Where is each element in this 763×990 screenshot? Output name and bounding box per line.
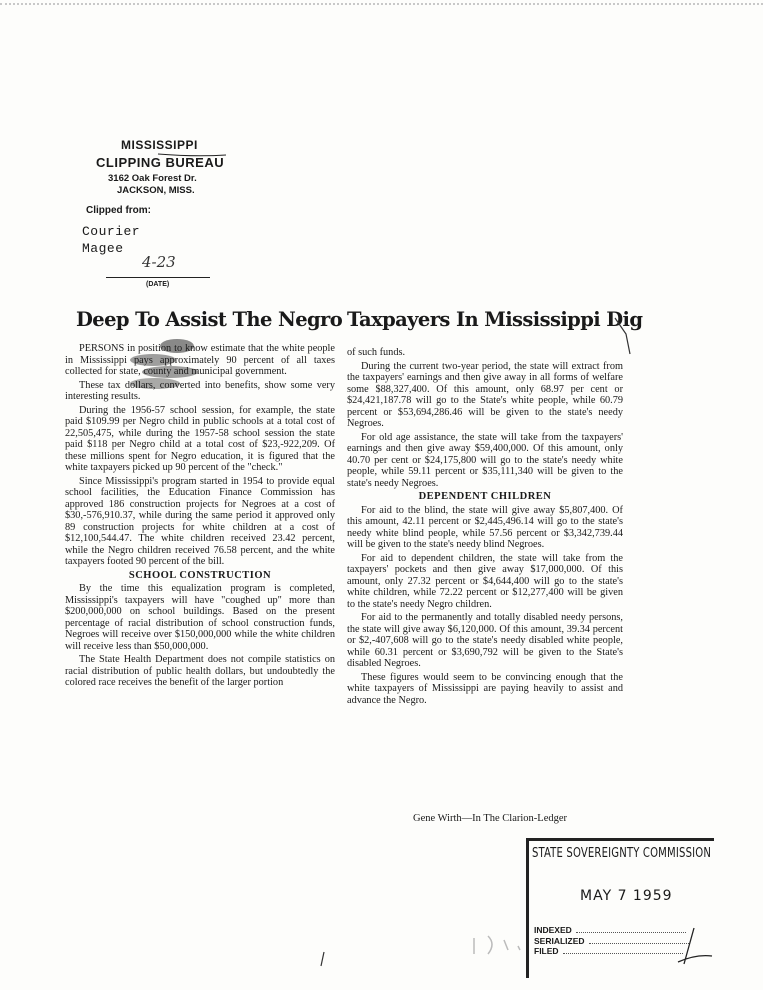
headline-left: Deep To Assist The Negro [76,308,343,331]
stamp-indexed-label: INDEXED [534,925,572,935]
paragraph: Since Mississippi's program started in 1954 to provide equal school facilities, the Education Finance Commission has approved 186 construction projects for Negroes at a cost of $30,-576,910.37, while during the same period it approved only 89 construction projects for white children at a cost of $12,100,544.47. The white children received 23.42 percent, while the Negro children received 76.58 percent, and the white taxpayers footed 90 percent of the bill. [65,475,335,567]
paragraph: During the current two-year period, the state will extract from the taxpayers' earnings and then give away in all forms of welfare some $88,327,400. Of this amount, only 68.97 per cent or $24,421,187.78 will go to the State's white people, while 60.79 percent or $53,694,286.46 will be given to the state's needy Negroes. [347,360,623,429]
bureau-name-line2: CLIPPING BUREAU [96,155,225,170]
stamp-date: MAY 7 1959 [580,888,673,904]
paragraph: The State Health Department does not compile statistics on racial distribution of public health dollars, but undoubtedly the colored race receives the benefit of the larger portion [65,654,335,688]
bureau-letterhead [96,138,256,196]
archive-stamp [526,838,714,978]
stamp-pen-marks [676,924,716,974]
stamp-filed-label: FILED [534,946,559,956]
paragraph: These figures would seem to be convincing enough that the white taxpayers of Mississippi are paying heavily to assist and advance the Negro. [347,671,623,706]
newspaper-name: Courier [82,224,141,239]
date-label: (DATE) [146,281,170,288]
bureau-name-line1: MISSISSIPPI [121,138,198,152]
headline-right: Taxpayers In Mississippi Dig [347,308,643,331]
stamp-title: STATE SOVEREIGNTY COMMISSION [532,846,712,861]
bureau-address-city: JACKSON, MISS. [117,185,195,196]
article-left-column [65,343,335,691]
handwritten-date: 4-23 [142,253,176,271]
paragraph: By the time this equalization program is completed, Mississippi's taxpayers will have "coughed up" more than $200,000,000 on school buildings. Based on the present percentage of racial distribution of school construction funds, Negroes will receive over $150,000,000 while the white children will receive less than $50,000,000. [65,583,335,652]
paragraph: For aid to the permanently and totally disabled needy persons, the state will give away $6,120,000. Of this amount, 39.34 percent or $2,-407,608 will go to the state's needy disabled white people, while 60.31 percent or $3,690,792 will be given to the State's disabled Negroes. [347,612,623,669]
stray-faint-marks [470,932,525,960]
page-top-border [0,3,763,5]
paragraph: For aid to dependent children, the state will take from the taxpayers' pockets and then give away $17,000,000. Of this amount, only 27.32 percent or $4,644,400 will go to the state's white children, while 72.22 percent or $12,277,400 will be given to the state's needy Negro children. [347,552,623,610]
article-byline: Gene Wirth—In The Clarion-Ledger [413,813,568,824]
paragraph: During the 1956-57 school session, for example, the state paid $109.99 per Negro child in public schools at a total cost of 22,505,475, while during the 1957-58 school session the state paid $118 per Negro child at a total cost of $23,-922,209. Of these millions spent for Negro education, it is figured that the white taxpayers picked up 90 percent of the "check." [65,404,335,473]
subhead-school-construction: SCHOOL CONSTRUCTION [128,569,272,581]
stray-pen-mark [318,950,328,970]
paragraph: These tax dollars, converted into benefits, show some very interesting results. [65,379,335,402]
newspaper-city: Magee [82,241,124,256]
article-right-column [347,347,623,708]
subhead-dependent-children: DEPENDENT CHILDREN [418,491,552,502]
stamp-serialized-label: SERIALIZED [534,935,585,946]
paragraph: PERSONS in position to know estimate that the white people in Mississippi pays approximately 90 percent of all taxes collected for state, county and municipal government. [65,343,335,377]
date-line [106,277,210,278]
bureau-address-street: 3162 Oak Forest Dr. [108,173,197,184]
paragraph: of such funds. [347,347,406,358]
clipped-from-label: Clipped from: [86,205,151,216]
bureau-name-underline [156,152,276,158]
paragraph: For old age assistance, the state will take from the taxpayers' earnings and then give away $59,400,000. Of this amount, only 40.70 per cent or $24,175,800 will go to the state's needy white people, while 59.11 percent or $35,111,340 will be given to the state's needy Negroes. [347,431,623,489]
paragraph: For aid to the blind, the state will give away $5,807,400. Of this amount, 42.11 percent or $2,445,496.14 will go to the state's needy white blind people, while 57.56 percent or $3,342,739.44 will be given to the state's needy blind Negroes. [347,504,623,550]
stamp-filing-lines [534,925,689,957]
